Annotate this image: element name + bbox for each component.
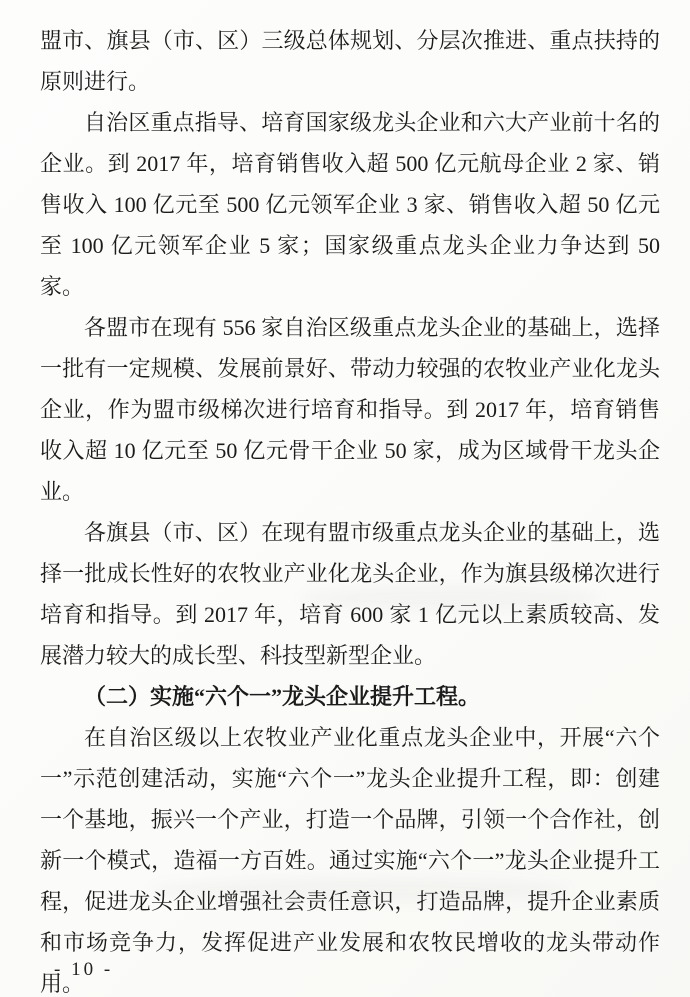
paragraph-six-in-one-program: 在自治区级以上农牧业产业化重点龙头企业中，开展“六个一”示范创建活动，实施“六个一”龙头企业提升工程，即：创建一个基地，振兴一个产业，打造一个品牌，引领一个合作社，创新一个模式，造福一方百姓。通过实施“六个一”龙头企业提升工程，促进龙头企业增强社会责任意识，打造品牌，提升企业素质和市场竞争力，发挥促进产业发展和农牧民增收的龙头带动作用。: [40, 725, 660, 996]
page-number: - 10 -: [54, 959, 114, 980]
paragraph-continuation: 盟市、旗县（市、区）三级总体规划、分层次推进、重点扶持的原则进行。: [40, 28, 660, 94]
paragraph-county-targets: 各旗县（市、区）在现有盟市级重点龙头企业的基础上，选择一批成长性好的农牧业产业化龙头企业，作为旗县级梯次进行培育和指导。到 2017 年，培育 600 家 1 亿元以上素质较高、发展潜力较大的成长型、科技型新型企业。: [40, 520, 660, 668]
paragraph-league-city-targets: 各盟市在现有 556 家自治区级重点龙头企业的基础上，选择一批有一定规模、发展前景好、带动力较强的农牧业产业化龙头企业，作为盟市级梯次进行培育和指导。到 2017 年，培育销售收入超 10 亿元至 50 亿元骨干企业 50 家，成为区域骨干龙头企业。: [40, 315, 660, 504]
section-heading-six-in-one: （二）实施“六个一”龙头企业提升工程。: [84, 684, 481, 709]
paragraph-autonomous-region-targets: 自治区重点指导、培育国家级龙头企业和六大产业前十名的企业。到 2017 年，培育销售收入超 500 亿元航母企业 2 家、销售收入 100 亿元至 500 亿元领军企业 3 家、销售收入超 50 亿元至 100 亿元领军企业 5 家；国家级重点龙头企业力争达到 50 家。: [40, 110, 660, 299]
